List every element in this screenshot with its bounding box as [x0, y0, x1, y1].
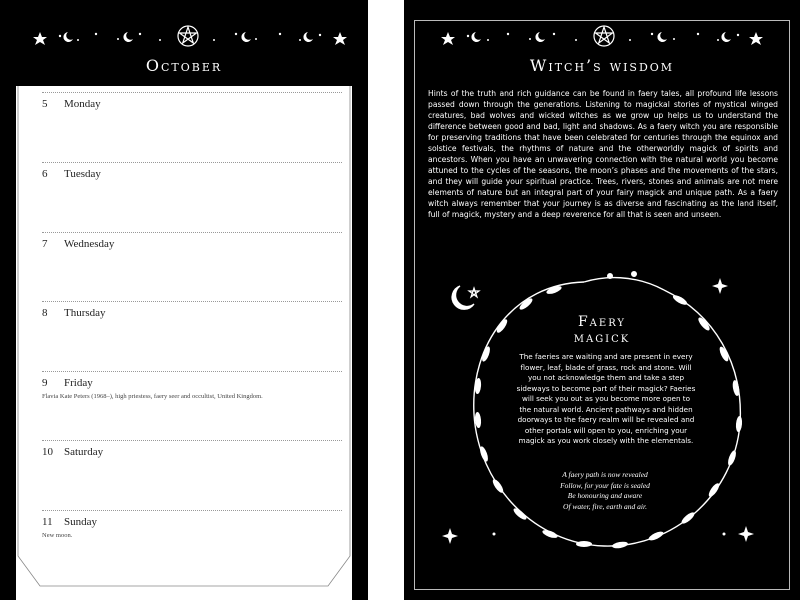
moon-icon	[657, 32, 667, 42]
right-page	[404, 0, 800, 600]
sparkle-icon	[442, 528, 458, 544]
day-entry-saturday[interactable]	[42, 440, 342, 510]
faery-magick-title	[404, 314, 800, 346]
moon-icon	[123, 32, 133, 42]
day-name: Saturday	[64, 446, 104, 458]
day-name: Monday	[64, 98, 101, 110]
day-entry-sunday[interactable]	[42, 510, 342, 580]
page-title: October	[145, 56, 223, 75]
star-icon	[33, 32, 47, 45]
sparkle-icon	[712, 278, 728, 294]
moon-icon	[721, 32, 731, 42]
day-note: Flavia Kate Peters (1968–), high priestess, faery seer and occultist, United Kingdom.	[42, 393, 263, 400]
sparkle-icon	[738, 526, 754, 542]
star-icon	[749, 32, 763, 45]
poem-line: Follow, for your fate is sealed	[560, 480, 650, 490]
moon-icon	[471, 32, 481, 42]
day-entry-thursday[interactable]	[42, 301, 342, 371]
crescent-pentacle-icon	[452, 286, 479, 309]
diary-week	[16, 86, 352, 600]
day-number: 6	[42, 168, 48, 180]
star-moon-band	[404, 22, 800, 54]
faery-title-line-2: magick	[573, 330, 631, 346]
faery-magick-text: The faeries are waiting and are present in every flower, leaf, blade of grass, rock and stone. Will you not acknowledge them and take a step sideways to become part of their magick? Faeries will seek you out as you become more open to the natural world. Ancient pathways and hidden doorways to the faery realm will be revealed and other portals will open to you, enriching your magick as you work closely with the elementals.	[516, 352, 696, 445]
star-moon-band	[0, 22, 368, 54]
day-number: 7	[42, 238, 48, 250]
witch-wisdom-text: Hints of the truth and rich guidance can be found in faery tales, all profound life lessons passed down through the generations. Listening to magickal stories of mystical winged creatures, bad wolves and wicked witches as we grow up helps us to understand the difference between good and bad, light and shadows. As a faery witch you are responsible for preserving traditions that have been celebrated for centuries through the equinox and solstice festivals, the rhythms of nature and the otherworldly magick of spirits and ancestors. When you have an unwavering connection with the natural world you become attuned to the cycles of the seasons, the moon’s phases and the movements of the stars, and they will guide your spiritual practice. Trees, rivers, stones and animals are not mere elements of nature but an integral part of your fairy magick and unique path. As a faery witch always remember that your journey is as diverse and fascinating as the land itself, full of magick, mystery and a deep reverence for all that is seen and unseen.	[428, 89, 778, 219]
day-number: 8	[42, 307, 48, 319]
book-gutter	[368, 0, 404, 600]
day-entry-friday[interactable]	[42, 371, 342, 441]
pentacle-icon	[178, 26, 198, 46]
poem-line: A faery path is now revealed	[562, 470, 648, 479]
left-page	[0, 0, 368, 600]
day-note: New moon.	[42, 532, 73, 539]
pentacle-icon	[594, 26, 614, 46]
day-name: Wednesday	[64, 238, 115, 250]
moon-icon	[303, 32, 313, 42]
poem-line: Be honouring and aware	[567, 491, 643, 500]
star-icon	[333, 32, 347, 45]
day-name: Sunday	[64, 516, 97, 528]
star-icon	[441, 32, 455, 45]
day-name: Thursday	[64, 307, 106, 319]
day-number: 9	[42, 377, 48, 389]
day-entry-wednesday[interactable]	[42, 232, 342, 302]
moon-icon	[63, 32, 73, 42]
page-title: Witch’s wisdom	[529, 56, 675, 75]
day-number: 10	[42, 446, 53, 458]
faery-title-line-1: Faery	[577, 314, 627, 330]
day-name: Tuesday	[64, 168, 101, 180]
day-entry-monday[interactable]	[42, 92, 342, 162]
moon-icon	[241, 32, 251, 42]
faery-poem	[530, 470, 680, 512]
day-number: 5	[42, 98, 48, 110]
poem-line: Of water, fire, earth and air.	[563, 501, 647, 511]
day-name: Friday	[64, 377, 93, 389]
day-entry-tuesday[interactable]	[42, 162, 342, 232]
day-number: 11	[42, 516, 53, 528]
moon-icon	[535, 32, 545, 42]
